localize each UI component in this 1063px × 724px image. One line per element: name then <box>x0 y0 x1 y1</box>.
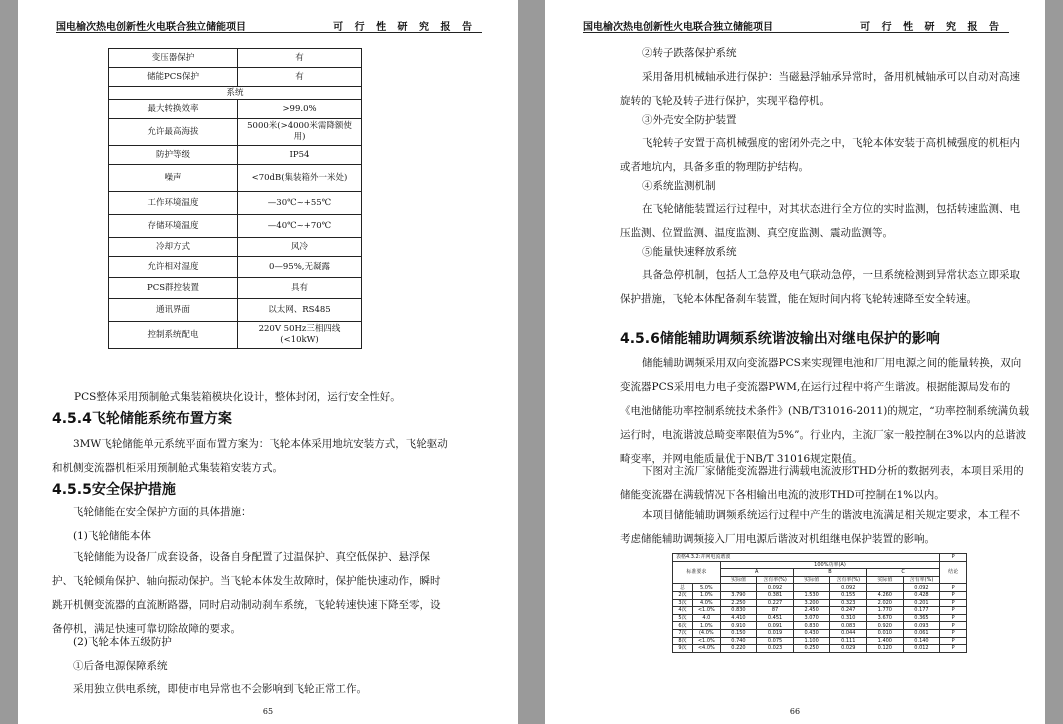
spec-row <box>109 146 362 165</box>
harmonic-cell: P <box>940 599 967 607</box>
harmonic-cell: 8次 <box>673 637 693 645</box>
harmonic-cell: 0.247 <box>830 607 867 615</box>
spec-key: 允许相对湿度 <box>109 257 238 278</box>
harmonic-cell: 1.0% <box>692 622 720 630</box>
harmonic-cell: 0.177 <box>903 607 940 615</box>
harmonic-cell: P <box>940 584 967 592</box>
harmonic-cell: 0.092 <box>903 584 940 592</box>
harmonic-cell: P <box>940 607 967 615</box>
harmonic-cell: 0.091 <box>757 622 794 630</box>
spec-row <box>109 278 362 299</box>
spec-table <box>108 48 362 349</box>
spec-value: <70dB(集装箱外一米处) <box>238 165 362 192</box>
harmonic-cell: 0.019 <box>757 629 794 637</box>
paragraph-4-5-6-2: 下图对主流厂家储能变流器进行满载电流波形THD分析的数据列表，本项目采用的储能变流器在满载情况下各相输出电流的波形THD可控制在1%以内。 <box>620 465 1024 501</box>
harmonic-cell: 0.075 <box>757 637 794 645</box>
item-2b-title: ②转子跌落保护系统 <box>642 47 737 59</box>
item-2d-title: ④系统监测机制 <box>642 180 716 192</box>
item-2-title: (2)飞轮本体五级防护 <box>73 636 172 648</box>
harmonic-cell: 4.0% <box>692 599 720 607</box>
harmonic-cell: 2.020 <box>867 599 904 607</box>
harmonic-cell: 2.450 <box>793 607 830 615</box>
harmonic-p-label: P <box>940 554 967 562</box>
spec-value: 220V 50Hz三相四线(<10kW) <box>238 322 362 349</box>
harmonic-cell: 0.083 <box>830 622 867 630</box>
item-2b-body: 采用备用机械轴承进行保护：当磁悬浮轴承异常时，备用机械轴承可以自动对高速旋转的飞轮及转子进行保护，实现平稳停机。 <box>620 71 1020 107</box>
harmonic-cell: 0.740 <box>720 637 757 645</box>
item-2e-body: 具备急停机制，包括人工急停及电气联动急停，一旦系统检测到异常状态立即采取保护措施，飞轮本体配备刹车装置，能在短时间内将飞轮转速降至安全转速。 <box>620 269 1020 305</box>
spec-key: 冷却方式 <box>109 238 238 257</box>
after-table-text: PCS整体采用预制舱式集装箱模块化设计，整体封闭，运行安全性好。 <box>74 391 401 403</box>
harmonic-table-caption: 表格4.3.2:并网电流谐波 <box>673 554 940 562</box>
harmonic-cell: 0.250 <box>793 645 830 653</box>
harmonic-cell: 0.155 <box>830 591 867 599</box>
spec-value: —40℃~+70℃ <box>238 215 362 238</box>
harmonic-cell: 0.323 <box>830 599 867 607</box>
harmonic-cell: 0.920 <box>867 622 904 630</box>
harmonic-cell: <1.0% <box>692 637 720 645</box>
spec-key: 防护等级 <box>109 146 238 165</box>
spec-value: 以太网、RS485 <box>238 299 362 322</box>
harmonic-table <box>672 553 967 653</box>
harmonic-cell: 3.670 <box>867 614 904 622</box>
heading-4-5-5: 4.5.5安全保护措施 <box>52 482 176 498</box>
harmonic-cell: 0.428 <box>903 591 940 599</box>
harmonic-cell: 6次 <box>673 622 693 630</box>
harmonic-cell: 0.201 <box>903 599 940 607</box>
harmonic-cell: (4.0% <box>692 629 720 637</box>
spec-row <box>109 322 362 349</box>
harmonic-cell: P <box>940 614 967 622</box>
harmonic-row <box>673 584 967 592</box>
header-project-title: 国电榆次热电创新性火电联合独立储能项目 <box>583 22 773 33</box>
heading-4-5-6: 4.5.6储能辅助调频系统谐波输出对继电保护的影响 <box>620 331 940 347</box>
page-number: 66 <box>789 707 801 716</box>
harmonic-cell: 4.0 <box>692 614 720 622</box>
harmonic-cell: 0.092 <box>757 584 794 592</box>
spec-row <box>109 49 362 68</box>
spec-key: 控制系统配电 <box>109 322 238 349</box>
harmonic-row <box>673 591 967 599</box>
header-conclusion: 结论 <box>940 561 967 584</box>
heading-4-5-4: 4.5.4飞轮储能系统布置方案 <box>52 411 232 427</box>
harmonic-cell: 0.310 <box>830 614 867 622</box>
harmonic-cell: 0.365 <box>903 614 940 622</box>
page-number: 65 <box>262 707 274 716</box>
harmonic-cell: 1.0% <box>692 591 720 599</box>
paragraph-4-5-4: 3MW飞轮储能单元系统平面布置方案为：飞轮本体采用地坑安装方式，飞轮驱动和机侧变流器机柜采用预制舱式集装箱安装方式。 <box>52 438 448 474</box>
header-ratio: 含有率(%) <box>830 576 867 584</box>
harmonic-cell: 0.120 <box>867 645 904 653</box>
harmonic-cell: P <box>940 645 967 653</box>
item-2e-title: ⑤能量快速释放系统 <box>642 246 737 258</box>
harmonic-cell: 0.830 <box>793 622 830 630</box>
spec-row <box>109 68 362 87</box>
paragraph-4-5-6-3: 本项目储能辅助调频系统运行过程中产生的谐波电流满足相关规定要求，本工程不考虑储能辅助调频接入厂用电源后谐波对机组继电保护装置的影响。 <box>620 509 1020 545</box>
harmonic-cell: 0.093 <box>903 622 940 630</box>
harmonic-row <box>673 614 967 622</box>
header-power: 100%功率(A) <box>720 561 940 569</box>
harmonic-cell: 0.910 <box>720 622 757 630</box>
harmonic-cell: 0.044 <box>830 629 867 637</box>
harmonic-cell: P <box>940 637 967 645</box>
spec-key: 储能PCS保护 <box>109 68 238 87</box>
spec-value: 0—95%,无凝露 <box>238 257 362 278</box>
spec-key: 通讯界面 <box>109 299 238 322</box>
spec-value: >99.0% <box>238 100 362 119</box>
harmonic-cell: 0.061 <box>903 629 940 637</box>
harmonic-cell: P <box>940 629 967 637</box>
spec-value: —30℃~+55℃ <box>238 192 362 215</box>
harmonic-cell <box>720 584 757 592</box>
item-1-body: 飞轮储能为设备厂成套设备，设备自身配置了过温保护、真空低保护、悬浮保护、飞轮倾角保护、轴向振动保护。当飞轮本体发生故障时，保护能快速动作，瞬时跳开机侧变流器的直流断路器，同时启动制动刹车系统，飞轮转速快速下降至零，设备停机，满足快速可靠切除故障的要求。 <box>52 551 441 635</box>
harmonic-cell: 1.530 <box>793 591 830 599</box>
harmonic-row <box>673 622 967 630</box>
harmonic-cell: 5次 <box>673 614 693 622</box>
header-phase-c: C <box>867 569 940 577</box>
spec-row <box>109 119 362 146</box>
harmonic-cell: 2.250 <box>720 599 757 607</box>
spec-value: 具有 <box>238 278 362 299</box>
spec-value: 有 <box>238 49 362 68</box>
harmonic-cell: 0.140 <box>903 637 940 645</box>
spec-value: IP54 <box>238 146 362 165</box>
header-phase-b: B <box>793 569 866 577</box>
harmonic-cell: 0.381 <box>757 591 794 599</box>
spec-row <box>109 257 362 278</box>
spec-key: 最大转换效率 <box>109 100 238 119</box>
spec-key: 噪声 <box>109 165 238 192</box>
harmonic-cell: 0.451 <box>757 614 794 622</box>
spec-row <box>109 299 362 322</box>
header-project-title: 国电榆次热电创新性火电联合独立储能项目 <box>56 22 246 33</box>
header-phase-a: A <box>720 569 793 577</box>
harmonic-cell: 0.092 <box>830 584 867 592</box>
harmonic-cell: 0.111 <box>830 637 867 645</box>
spec-row <box>109 100 362 119</box>
harmonic-cell: 3.070 <box>793 614 830 622</box>
header-report-title: 可 行 性 研 究 报 告 <box>860 22 1003 33</box>
header-standard: 标准要求 <box>673 561 721 584</box>
spec-row <box>109 238 362 257</box>
spec-row <box>109 192 362 215</box>
harmonic-cell: 0.220 <box>720 645 757 653</box>
header-measured: 实际值 <box>720 576 757 584</box>
harmonic-cell: 0.029 <box>830 645 867 653</box>
harmonic-cell: 3次 <box>673 599 693 607</box>
harmonic-row <box>673 645 967 653</box>
harmonic-cell: <1.0% <box>692 607 720 615</box>
harmonic-cell: 9次 <box>673 645 693 653</box>
harmonic-cell: 1.400 <box>867 637 904 645</box>
item-2c-body: 飞轮转子安置于高机械强度的密闭外壳之中，飞轮本体安装于高机械强度的机柜内或者地坑内，具备多重的物理防护结构。 <box>620 137 1020 173</box>
harmonic-cell: 0.430 <box>793 629 830 637</box>
header-report-title: 可 行 性 研 究 报 告 <box>333 22 476 33</box>
page-header <box>56 18 482 33</box>
harmonic-cell: 0.012 <box>903 645 940 653</box>
item-2a-body: 采用独立供电系统，即使市电异常也不会影响到飞轮正常工作。 <box>73 683 367 695</box>
spec-key: 存储环境温度 <box>109 215 238 238</box>
spec-row <box>109 87 362 100</box>
harmonic-row <box>673 629 967 637</box>
page-65 <box>18 0 518 724</box>
harmonic-cell: P <box>940 591 967 599</box>
harmonic-cell <box>793 584 830 592</box>
harmonic-cell: 2次 <box>673 591 693 599</box>
paragraph-4-5-6-1: 储能辅助调频采用双向变流器PCS来实现锂电池和厂用电源之间的能量转换，双向变流器PCS采用电力电子变流器PWM,在运行过程中将产生谐波。根据能源局发布的《电池储能功率控制系统技术条件》(NB/T31016-2011)的规定，“功率控制系统满负载运行时，电流谐波总畸变率限值为5%”。行业内，主流厂家一般控制在3%以内的总谐波畸变率，并网电能质量优于NB/T 31016规定限值。 <box>620 357 1030 465</box>
item-2d-body: 在飞轮储能装置运行过程中，对其状态进行全方位的实时监测，包括转速监测、电压监测、位置监测、温度监测、真空度监测、震动监测等。 <box>620 203 1020 239</box>
page-66 <box>545 0 1045 724</box>
harmonic-row <box>673 599 967 607</box>
spec-row <box>109 215 362 238</box>
harmonic-cell: 5.0% <box>692 584 720 592</box>
harmonic-cell: P <box>940 622 967 630</box>
harmonic-cell: 3.790 <box>720 591 757 599</box>
item-2c-title: ③外壳安全防护装置 <box>642 114 737 126</box>
harmonic-cell: 7次 <box>673 629 693 637</box>
spec-key: 允许最高海拔 <box>109 119 238 146</box>
harmonic-cell: 0.830 <box>720 607 757 615</box>
paragraph-intro: 飞轮储能在安全保护方面的具体措施： <box>73 506 252 518</box>
spec-value: 风冷 <box>238 238 362 257</box>
header-measured: 实际值 <box>793 576 830 584</box>
harmonic-cell: 4次 <box>673 607 693 615</box>
spec-key: PCS群控装置 <box>109 278 238 299</box>
harmonic-cell <box>867 584 904 592</box>
harmonic-row <box>673 607 967 615</box>
harmonic-cell: 总 <box>673 584 693 592</box>
harmonic-cell: 4.260 <box>867 591 904 599</box>
item-2a-title: ①后备电源保障系统 <box>73 660 168 672</box>
harmonic-cell: 0.023 <box>757 645 794 653</box>
spec-row <box>109 165 362 192</box>
harmonic-row <box>673 637 967 645</box>
harmonic-cell: 0.150 <box>720 629 757 637</box>
harmonic-cell: 1.770 <box>867 607 904 615</box>
harmonic-cell: 0.010 <box>867 629 904 637</box>
header-ratio: 含有率(%) <box>903 576 940 584</box>
harmonic-cell: 0.227 <box>757 599 794 607</box>
harmonic-cell: <4.0% <box>692 645 720 653</box>
harmonic-cell: 87 <box>757 607 794 615</box>
harmonic-cell: 4.410 <box>720 614 757 622</box>
spec-value: 有 <box>238 68 362 87</box>
header-ratio: 含有率(%) <box>757 576 794 584</box>
harmonic-cell: 3.200 <box>793 599 830 607</box>
item-1-title: (1)飞轮储能本体 <box>73 530 151 542</box>
header-measured: 实际值 <box>867 576 904 584</box>
harmonic-cell: 1.100 <box>793 637 830 645</box>
spec-key: 工作环境温度 <box>109 192 238 215</box>
spec-section-label: 系统 <box>109 87 362 100</box>
spec-value: 5000米(>4000米需降额使用) <box>238 119 362 146</box>
spec-key: 变压器保护 <box>109 49 238 68</box>
page-header <box>583 18 1009 33</box>
